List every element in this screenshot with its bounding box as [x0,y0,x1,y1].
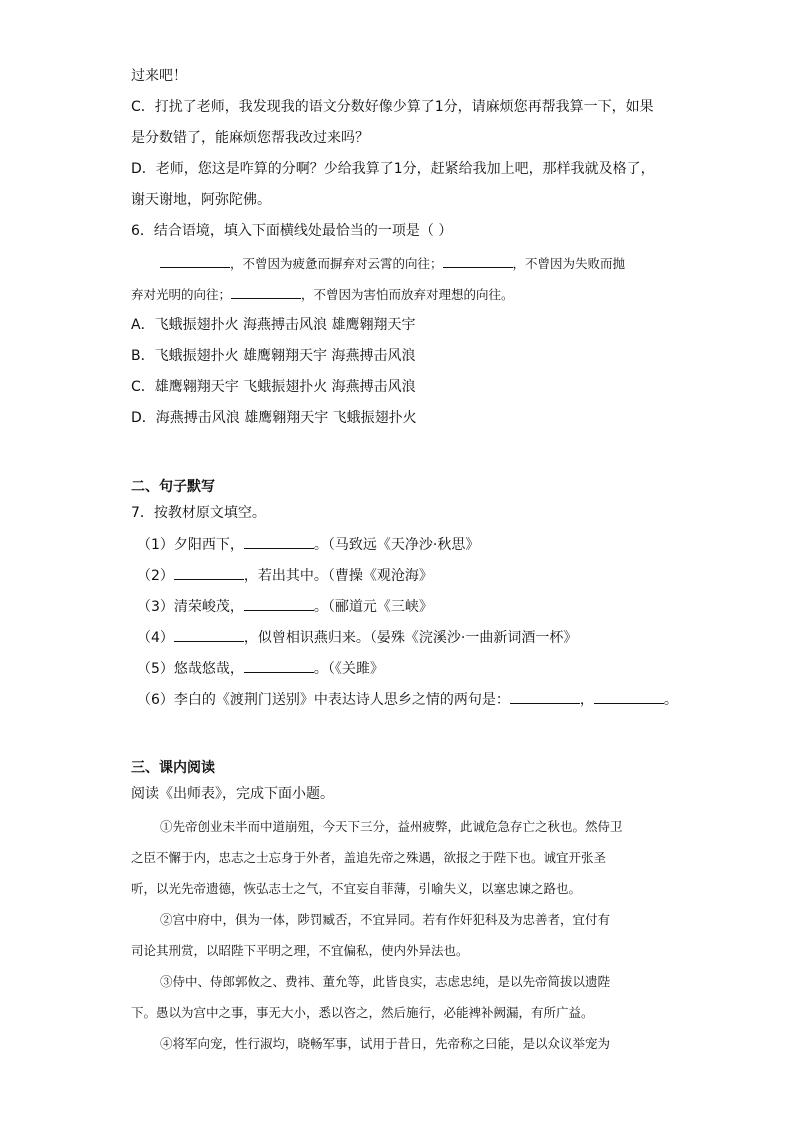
blank-line [443,253,513,268]
q7-item-post: 。（《关雎》 [313,661,384,677]
q7-item-post: 。（郦道元《三峡》 [313,599,433,615]
q7-item-1 [137,534,479,555]
q5-option-c-line1: C．打扰了老师，我发现我的语文分数好像少算了1分，请麻烦您再帮我算一下，如果 [131,99,654,115]
blank-line [160,253,230,268]
passage-line: 听，以光先帝遗德，恢弘志士之气，不宜妄自菲薄，引喻失义，以塞忠谏之路也。 [131,881,582,896]
q6-passage-c: 弃对光明的向往； [131,287,232,302]
passage-line: ①先帝创业未半而中道崩殂，今天下三分，益州疲弊，此诚危急存亡之秋也。然侍卫 [160,819,623,834]
passage-line: ③侍中、侍郎郭攸之、费祎、董允等，此皆良实，志虑忠纯，是以先帝简拔以遗陛 [160,974,611,989]
blank-line [174,627,244,642]
q6-passage-b: ，不曾因为失败而抛 [512,256,626,271]
blank-line [244,534,314,549]
q7-item-3 [137,596,433,617]
passage-line: 司论其刑赏，以昭陛下平明之理，不宜偏私，使内外异法也。 [131,943,469,958]
q6-passage-d: ，不曾因为害怕而放弃对理想的向往。 [301,287,514,302]
q5-option-d-line2: 谢天谢地，阿弥陀佛。 [131,192,271,208]
q5-option-c-line2: 是分数错了，能麻烦您帮我改过来吗？ [131,130,369,146]
q7-stem: 7．按教材原文填空。 [131,505,266,521]
q6-stem: 6．结合语境，填入下面横线处最恰当的一项是（ ） [131,223,453,239]
q5-tail-line: 过来吧！ [131,68,187,84]
q6-option-c: C．雄鹰翱翔天宇 飞蛾振翅扑火 海燕搏击风浪 [131,379,416,395]
passage-line: 下。愚以为宫中之事，事无大小，悉以咨之，然后施行，必能裨补阙漏，有所广益。 [131,1005,594,1020]
q7-item-pre: （4） [137,630,174,646]
q7-item-5 [137,658,384,679]
q6-option-b: B．飞蛾振翅扑火 雄鹰翱翔天宇 海燕搏击风浪 [131,348,416,364]
section-heading: 二、句子默写 [131,479,215,495]
passage-line: ④将军向宠，性行淑均，晓畅军事，试用于昔日，先帝称之曰能，是以众议举宠为 [160,1036,611,1051]
q7-item-6 [137,689,678,710]
q7-item-pre: （2） [137,568,174,584]
q7-item-pre: （5）悠哉悠哉， [137,661,244,677]
q7-item-mid: ， [579,692,594,708]
q7-item-post: ，似曾相识燕归来。（晏殊《浣溪沙·一曲新词酒一杯》 [243,630,578,646]
q7-item-pre: （1）夕阳西下， [137,537,244,553]
q5-option-d-line1: D．老师，您这是咋算的分啊？少给我算了1分，赶紧给我加上吧，那样我就及格了， [131,161,655,177]
q6-passage-line1 [160,253,625,274]
blank-line [244,658,314,673]
q6-option-a: A．飞蛾振翅扑火 海燕搏击风浪 雄鹰翱翔天宇 [131,317,416,333]
section-heading: 三、课内阅读 [131,760,215,776]
q7-item-end: 。 [663,692,678,708]
passage-line: ②宫中府中，俱为一体，陟罚臧否，不宜异同。若有作奸犯科及为忠善者，宜付有 [160,912,611,927]
q7-item-post: 。（马致远《天净沙·秋思》 [313,537,480,553]
q7-item-pre: （3）清荣峻茂， [137,599,244,615]
q6-option-d: D．海燕搏击风浪 雄鹰翱翔天宇 飞蛾振翅扑火 [131,410,417,426]
blank-line [231,284,301,299]
blank-line [244,596,314,611]
q7-item-2 [137,565,433,586]
blank-line [510,689,580,704]
q7-item-4 [137,627,577,648]
blank-line [594,689,664,704]
passage-line: 之臣不懈于内，忠志之士忘身于外者，盖追先帝之殊遇，欲报之于陛下也。诚宜开张圣 [131,850,607,865]
q6-passage-a: ，不曾因为疲惫而摒弃对云霄的向往； [230,256,443,271]
q6-passage-line2 [131,284,514,305]
q7-item-pre: （6）李白的《渡荆门送别》中表达诗人思乡之情的两句是： [137,692,510,708]
reading-intro: 阅读《出师表》，完成下面小题。 [131,786,334,802]
q7-item-post: ，若出其中。（曹操《观沧海》 [243,568,433,584]
blank-line [174,565,244,580]
